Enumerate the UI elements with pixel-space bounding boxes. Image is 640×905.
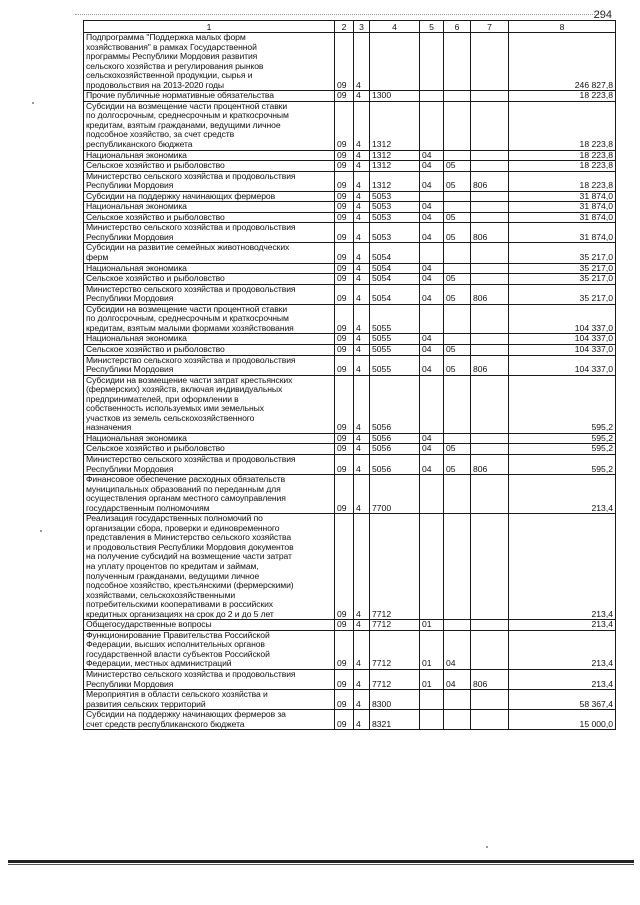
code-7	[471, 514, 509, 620]
amount: 31 874,0	[509, 223, 616, 243]
code-3: 4	[354, 304, 370, 334]
code-4: 8300	[370, 690, 420, 710]
code-2: 09	[335, 433, 354, 444]
table-row	[84, 284, 616, 304]
code-7	[471, 690, 509, 710]
code-6	[444, 263, 471, 274]
code-4: 5055	[370, 344, 420, 355]
code-7	[471, 710, 509, 730]
table-row	[84, 375, 616, 433]
row-name: Подпрограмма "Поддержка малых форм хозяйствования" в рамках Государственной программы Республики Мордовия развития сельского хозяйства и регулирования рынков сельскохозяйственной продукции, сырья и продовольствия на 2013-2020 годы	[84, 33, 335, 91]
code-3: 4	[354, 33, 370, 91]
code-3: 4	[354, 274, 370, 285]
code-6: 05	[444, 444, 471, 455]
row-name: Министерство сельского хозяйства и продовольствия Республики Мордовия	[84, 454, 335, 474]
code-4: 5053	[370, 191, 420, 202]
amount: 213,4	[509, 620, 616, 631]
code-5: 01	[420, 670, 444, 690]
table-row	[84, 344, 616, 355]
code-6: 05	[444, 274, 471, 285]
code-4: 7712	[370, 514, 420, 620]
table-row	[84, 263, 616, 274]
code-3: 4	[354, 690, 370, 710]
amount: 246 827,8	[509, 33, 616, 91]
table-row	[84, 690, 616, 710]
code-6	[444, 690, 471, 710]
code-4: 1300	[370, 91, 420, 102]
code-3: 4	[354, 263, 370, 274]
code-5: 04	[420, 274, 444, 285]
code-4: 5053	[370, 212, 420, 223]
code-4: 5056	[370, 454, 420, 474]
code-2: 09	[335, 444, 354, 455]
row-name: Сельское хозяйство и рыболовство	[84, 161, 335, 172]
code-5	[420, 690, 444, 710]
code-3: 4	[354, 223, 370, 243]
table-row	[84, 212, 616, 223]
code-5	[420, 710, 444, 730]
code-5	[420, 101, 444, 150]
code-4: 5054	[370, 263, 420, 274]
code-7	[471, 630, 509, 669]
row-name: Субсидии на поддержку начинающих фермеров за счет средств республиканского бюджета	[84, 710, 335, 730]
code-6	[444, 91, 471, 102]
code-5	[420, 243, 444, 263]
code-6	[444, 710, 471, 730]
code-2: 09	[335, 223, 354, 243]
table-row	[84, 620, 616, 631]
amount: 31 874,0	[509, 202, 616, 213]
row-name: Национальная экономика	[84, 433, 335, 444]
code-2: 09	[335, 375, 354, 433]
code-4: 5054	[370, 284, 420, 304]
code-3: 4	[354, 91, 370, 102]
code-5: 04	[420, 150, 444, 161]
code-4	[370, 33, 420, 91]
code-5	[420, 191, 444, 202]
code-7: 806	[471, 454, 509, 474]
code-4: 1312	[370, 150, 420, 161]
code-7	[471, 33, 509, 91]
row-name: Реализация государственных полномочий по организации сбора, проверки и единовременного представления в Министерство сельского хозяйства и продовольствия Республики Мордовия документов на получение субсидий на возмещение части затрат на уплату процентов по кредитам и займам, полученным гражданами, ведущими личное подсобное хозяйство, крестьянскими (фермерскими) хозяйствами, сельскохозяйственными потребительскими кооперативами в российских кредитных организациях на срок до 2 и до 5 лет	[84, 514, 335, 620]
code-6: 05	[444, 454, 471, 474]
code-3: 4	[354, 475, 370, 514]
code-4: 5053	[370, 202, 420, 213]
amount: 18 223,8	[509, 91, 616, 102]
row-name: Сельское хозяйство и рыболовство	[84, 274, 335, 285]
row-name: Общегосударственные вопросы	[84, 620, 335, 631]
row-name: Функционирование Правительства Российской Федерации, высших исполнительных органов государственной власти субъектов Российской Федерации, местных администраций	[84, 630, 335, 669]
code-6	[444, 202, 471, 213]
amount: 18 223,8	[509, 150, 616, 161]
code-7: 806	[471, 284, 509, 304]
code-7	[471, 274, 509, 285]
bottom-rule-thin	[8, 864, 634, 865]
amount: 18 223,8	[509, 161, 616, 172]
code-6: 05	[444, 355, 471, 375]
amount: 213,4	[509, 670, 616, 690]
code-2: 09	[335, 91, 354, 102]
code-6: 04	[444, 630, 471, 669]
table-row	[84, 475, 616, 514]
code-3: 4	[354, 334, 370, 345]
code-5	[420, 33, 444, 91]
code-6	[444, 433, 471, 444]
code-3: 4	[354, 710, 370, 730]
row-name: Субсидии на возмещение части процентной ставки по долгосрочным, среднесрочным и краткосрочным кредитам, взятым гражданами, ведущими личное подсобное хозяйство, за счет средств республиканского бюджета	[84, 101, 335, 150]
header-cell-code-5: 5	[420, 21, 444, 33]
code-6	[444, 475, 471, 514]
code-3: 4	[354, 202, 370, 213]
code-2: 09	[335, 355, 354, 375]
code-4: 8321	[370, 710, 420, 730]
header-cell-code-7: 7	[471, 21, 509, 33]
code-7	[471, 375, 509, 433]
code-2: 09	[335, 334, 354, 345]
row-name: Субсидии на возмещение части процентной ставки по долгосрочным, среднесрочным и краткосрочным кредитам, взятым малыми формами хозяйствования	[84, 304, 335, 334]
code-5: 04	[420, 212, 444, 223]
table-row	[84, 33, 616, 91]
amount: 213,4	[509, 475, 616, 514]
code-3: 4	[354, 670, 370, 690]
code-6: 05	[444, 171, 471, 191]
amount: 595,2	[509, 454, 616, 474]
table-row	[84, 171, 616, 191]
code-2: 09	[335, 454, 354, 474]
code-2: 09	[335, 33, 354, 91]
amount: 595,2	[509, 433, 616, 444]
code-7: 806	[471, 223, 509, 243]
table-row	[84, 334, 616, 345]
table-row	[84, 91, 616, 102]
amount: 35 217,0	[509, 263, 616, 274]
code-4: 7700	[370, 475, 420, 514]
code-6: 05	[444, 344, 471, 355]
amount: 104 337,0	[509, 304, 616, 334]
code-4: 7712	[370, 670, 420, 690]
code-4: 5055	[370, 304, 420, 334]
table-row	[84, 304, 616, 334]
code-5	[420, 514, 444, 620]
amount: 35 217,0	[509, 243, 616, 263]
row-name: Сельское хозяйство и рыболовство	[84, 212, 335, 223]
code-7: 806	[471, 171, 509, 191]
header-cell-code-4: 4	[370, 21, 420, 33]
table-row	[84, 274, 616, 285]
code-2: 09	[335, 284, 354, 304]
code-5: 04	[420, 454, 444, 474]
code-6: 05	[444, 223, 471, 243]
code-5: 01	[420, 620, 444, 631]
code-6	[444, 620, 471, 631]
amount: 18 223,8	[509, 171, 616, 191]
amount: 31 874,0	[509, 191, 616, 202]
code-6: 04	[444, 670, 471, 690]
code-5: 04	[420, 444, 444, 455]
code-2: 09	[335, 344, 354, 355]
code-7	[471, 433, 509, 444]
code-2: 09	[335, 710, 354, 730]
code-3: 4	[354, 375, 370, 433]
bottom-rule	[8, 860, 634, 863]
row-name: Мероприятия в области сельского хозяйства и развития сельских территорий	[84, 690, 335, 710]
row-name: Сельское хозяйство и рыболовство	[84, 444, 335, 455]
code-7	[471, 475, 509, 514]
page-number: 294	[593, 9, 612, 21]
code-4: 1312	[370, 171, 420, 191]
table-header-row	[84, 21, 616, 33]
code-2: 09	[335, 171, 354, 191]
code-3: 4	[354, 355, 370, 375]
code-2: 09	[335, 101, 354, 150]
amount: 104 337,0	[509, 344, 616, 355]
code-6: 05	[444, 284, 471, 304]
table-row	[84, 433, 616, 444]
code-7	[471, 191, 509, 202]
row-name: Министерство сельского хозяйства и продовольствия Республики Мордовия	[84, 171, 335, 191]
row-name: Субсидии на поддержку начинающих фермеров	[84, 191, 335, 202]
code-2: 09	[335, 514, 354, 620]
header-cell-amount: 8	[509, 21, 616, 33]
code-4: 1312	[370, 101, 420, 150]
table-row	[84, 355, 616, 375]
code-3: 4	[354, 212, 370, 223]
code-4: 7712	[370, 620, 420, 631]
scan-speck	[486, 846, 488, 848]
code-6: 05	[444, 212, 471, 223]
code-5	[420, 475, 444, 514]
code-7: 806	[471, 670, 509, 690]
code-4: 5053	[370, 223, 420, 243]
code-2: 09	[335, 150, 354, 161]
table-row	[84, 630, 616, 669]
amount: 213,4	[509, 630, 616, 669]
code-7	[471, 243, 509, 263]
code-7	[471, 334, 509, 345]
table-row	[84, 202, 616, 213]
code-2: 09	[335, 475, 354, 514]
row-name: Сельское хозяйство и рыболовство	[84, 344, 335, 355]
code-7	[471, 161, 509, 172]
code-7: 806	[471, 355, 509, 375]
code-6	[444, 101, 471, 150]
code-7	[471, 620, 509, 631]
table-row	[84, 150, 616, 161]
code-4: 5054	[370, 274, 420, 285]
code-7	[471, 263, 509, 274]
code-7	[471, 91, 509, 102]
code-5: 04	[420, 284, 444, 304]
code-2: 09	[335, 630, 354, 669]
code-3: 4	[354, 171, 370, 191]
code-4: 5054	[370, 243, 420, 263]
amount: 31 874,0	[509, 212, 616, 223]
table-row	[84, 223, 616, 243]
code-3: 4	[354, 243, 370, 263]
amount: 35 217,0	[509, 274, 616, 285]
code-4: 7712	[370, 630, 420, 669]
row-name: Министерство сельского хозяйства и продовольствия Республики Мордовия	[84, 355, 335, 375]
code-7	[471, 444, 509, 455]
code-2: 09	[335, 620, 354, 631]
amount: 18 223,8	[509, 101, 616, 150]
code-6	[444, 514, 471, 620]
budget-table	[83, 20, 616, 730]
code-3: 4	[354, 620, 370, 631]
table-body	[84, 33, 616, 730]
code-4: 5055	[370, 334, 420, 345]
table-row	[84, 670, 616, 690]
code-5: 04	[420, 161, 444, 172]
code-6: 05	[444, 161, 471, 172]
code-5: 04	[420, 334, 444, 345]
header-cell-code-2: 2	[335, 21, 354, 33]
code-5: 01	[420, 630, 444, 669]
row-name: Национальная экономика	[84, 263, 335, 274]
table-row	[84, 454, 616, 474]
code-4: 5056	[370, 375, 420, 433]
table-row	[84, 101, 616, 150]
code-3: 4	[354, 344, 370, 355]
code-7	[471, 202, 509, 213]
amount: 35 217,0	[509, 284, 616, 304]
table-row	[84, 191, 616, 202]
code-2: 09	[335, 670, 354, 690]
code-4: 5056	[370, 444, 420, 455]
amount: 595,2	[509, 444, 616, 455]
top-rule	[75, 14, 605, 15]
row-name: Национальная экономика	[84, 334, 335, 345]
code-5: 04	[420, 263, 444, 274]
row-name: Министерство сельского хозяйства и продовольствия Республики Мордовия	[84, 670, 335, 690]
code-3: 4	[354, 191, 370, 202]
code-5	[420, 91, 444, 102]
table-row	[84, 710, 616, 730]
code-2: 09	[335, 161, 354, 172]
code-7	[471, 101, 509, 150]
table-row	[84, 444, 616, 455]
table-row	[84, 514, 616, 620]
amount: 15 000,0	[509, 710, 616, 730]
amount: 595,2	[509, 375, 616, 433]
scan-speck	[32, 102, 34, 104]
code-6	[444, 304, 471, 334]
table-row	[84, 161, 616, 172]
row-name: Прочие публичные нормативные обязательства	[84, 91, 335, 102]
code-5: 04	[420, 355, 444, 375]
code-2: 09	[335, 690, 354, 710]
amount: 104 337,0	[509, 334, 616, 345]
amount: 104 337,0	[509, 355, 616, 375]
amount: 58 367,4	[509, 690, 616, 710]
code-5	[420, 375, 444, 433]
code-5: 04	[420, 344, 444, 355]
row-name: Финансовое обеспечение расходных обязательств муниципальных образований по переданным для осуществления органам местного самоуправления государственным полномочиям	[84, 475, 335, 514]
code-5: 04	[420, 202, 444, 213]
amount: 213,4	[509, 514, 616, 620]
row-name: Национальная экономика	[84, 150, 335, 161]
code-5: 04	[420, 433, 444, 444]
scan-speck	[40, 530, 42, 532]
code-2: 09	[335, 202, 354, 213]
code-3: 4	[354, 433, 370, 444]
code-7	[471, 150, 509, 161]
code-2: 09	[335, 263, 354, 274]
header-cell-name: 1	[84, 21, 335, 33]
code-3: 4	[354, 150, 370, 161]
code-6	[444, 334, 471, 345]
code-2: 09	[335, 304, 354, 334]
row-name: Субсидии на развитие семейных животноводческих ферм	[84, 243, 335, 263]
row-name: Национальная экономика	[84, 202, 335, 213]
code-6	[444, 33, 471, 91]
row-name: Субсидии на возмещение части затрат крестьянских (фермерских) хозяйств, включая индивидуальных предпринимателей, при оформлении в собственность используемых ими земельных участков из земель сельскохозяйственного назначения	[84, 375, 335, 433]
code-7	[471, 304, 509, 334]
row-name: Министерство сельского хозяйства и продовольствия Республики Мордовия	[84, 284, 335, 304]
header-cell-code-6: 6	[444, 21, 471, 33]
row-name: Министерство сельского хозяйства и продовольствия Республики Мордовия	[84, 223, 335, 243]
code-2: 09	[335, 243, 354, 263]
code-5	[420, 304, 444, 334]
code-6	[444, 375, 471, 433]
code-4: 1312	[370, 161, 420, 172]
code-6	[444, 150, 471, 161]
code-6	[444, 243, 471, 263]
code-4: 5055	[370, 355, 420, 375]
code-6	[444, 191, 471, 202]
code-3: 4	[354, 630, 370, 669]
code-5: 04	[420, 223, 444, 243]
code-3: 4	[354, 284, 370, 304]
code-2: 09	[335, 274, 354, 285]
code-5: 04	[420, 171, 444, 191]
code-2: 09	[335, 191, 354, 202]
code-3: 4	[354, 161, 370, 172]
table-row	[84, 243, 616, 263]
header-cell-code-3: 3	[354, 21, 370, 33]
code-4: 5056	[370, 433, 420, 444]
code-3: 4	[354, 101, 370, 150]
code-7	[471, 212, 509, 223]
code-3: 4	[354, 514, 370, 620]
code-2: 09	[335, 212, 354, 223]
code-3: 4	[354, 454, 370, 474]
code-7	[471, 344, 509, 355]
code-3: 4	[354, 444, 370, 455]
